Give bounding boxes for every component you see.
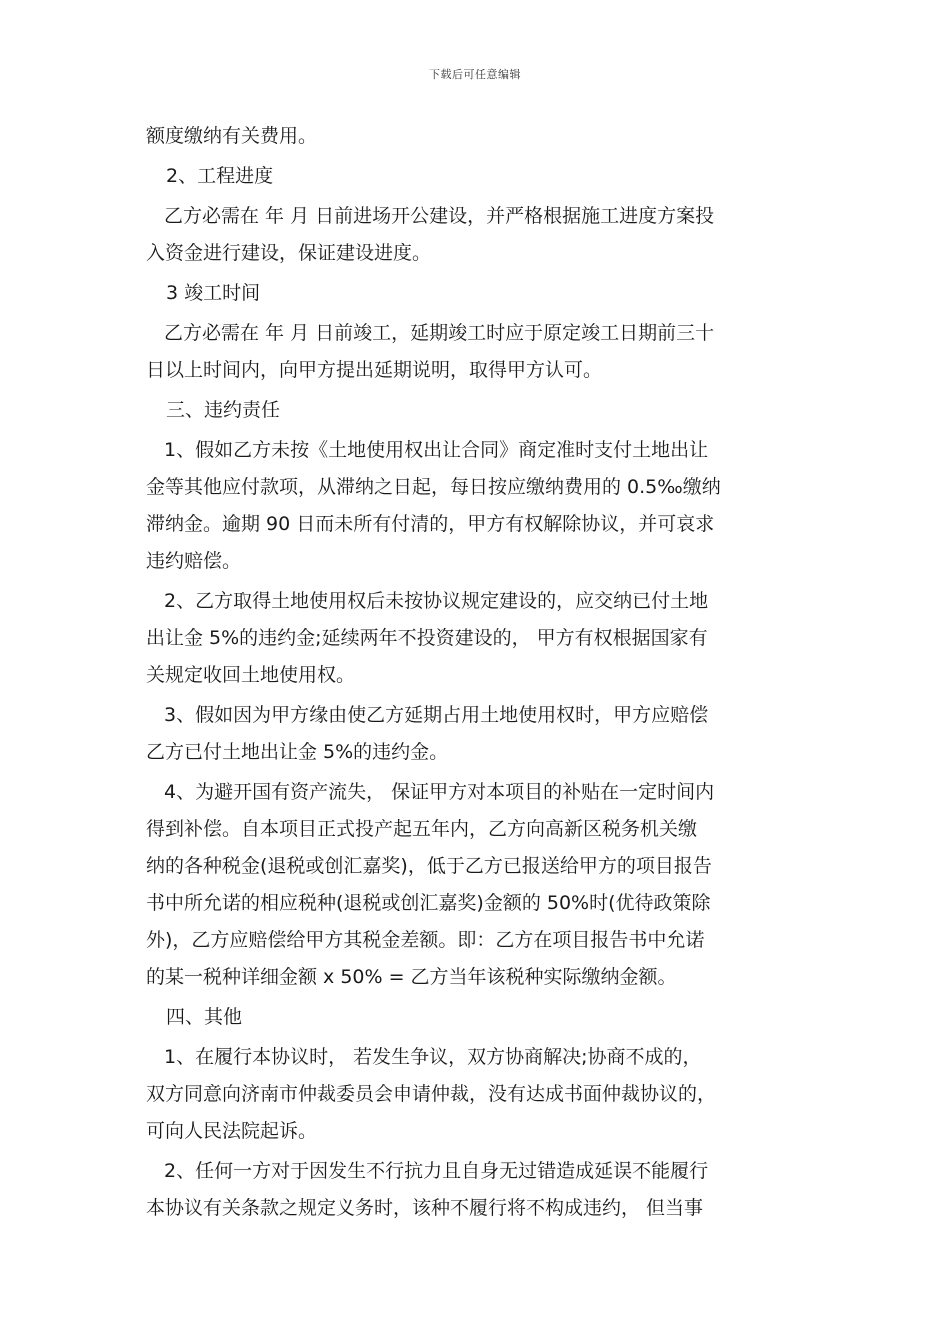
paragraph-liability-3 (146, 697, 814, 771)
text-line: 纳的各种税金(退税或创汇嘉奖)，低于乙方已报送给甲方的项目报告 (146, 855, 712, 877)
text-line: 1、假如乙方未按《土地使用权出让合同》商定准时支付土地出让 (164, 439, 709, 461)
paragraph-liability-2 (146, 583, 814, 694)
paragraph-liability-4 (146, 774, 814, 996)
text-line: 乙方必需在 年 月 日前进场开公建设，并严格根据施工进度方案投 (164, 205, 715, 227)
text-line: 2、任何一方对于因发生不行抗力且自身无过错造成延误不能履行 (164, 1160, 709, 1182)
heading-completion-time (146, 275, 814, 312)
text-line: 书中所允诺的相应税种(退税或创汇嘉奖)金额的 50%时(优待政策除 (146, 892, 711, 914)
text-line: 额度缴纳有关费用。 (146, 125, 318, 147)
document-body (146, 118, 814, 1227)
text-line: 4、为避开国有资产流失， 保证甲方对本项目的补贴在一定时间内 (164, 781, 715, 803)
heading-construction-progress (146, 158, 814, 195)
heading-other (146, 999, 814, 1036)
text-line: 1、在履行本协议时， 若发生争议，双方协商解决;协商不成的， (164, 1046, 702, 1068)
text-line: 可向人民法院起诉。 (146, 1120, 318, 1142)
heading-breach-liability (146, 392, 814, 429)
text-line: 出让金 5%的违约金;延续两年不投资建设的， 甲方有权根据国家有 (146, 627, 708, 649)
text-line: 乙方必需在 年 月 日前竣工，延期竣工时应于原定竣工日期前三十 (164, 322, 715, 344)
text-line: 乙方已付土地出让金 5%的违约金。 (146, 741, 449, 763)
paragraph-construction-progress (146, 198, 814, 272)
text-line: 双方同意向济南市仲裁委员会申请仲裁，没有达成书面仲裁协议的， (146, 1083, 717, 1105)
paragraph-other-1 (146, 1039, 814, 1150)
text-line: 日以上时间内，向甲方提出延期说明，取得甲方认可。 (146, 359, 603, 381)
text-line: 金等其他应付款项，从滞纳之日起，每日按应缴纳费用的 0.5‰缴纳 (146, 476, 721, 498)
text-line: 本协议有关条款之规定义务时，该种不履行将不构成违约， 但当事 (146, 1197, 704, 1219)
text-line: 2、乙方取得土地使用权后未按协议规定建设的，应交纳已付土地 (164, 590, 709, 612)
text-line: 四、其他 (166, 1006, 243, 1028)
text-line: 的某一税种详细金额 x 50% = 乙方当年该税种实际缴纳金额。 (146, 966, 677, 988)
text-line: 2、工程进度 (166, 165, 274, 187)
page-header: 下载后可任意编辑 (429, 68, 521, 81)
text-line: 外)，乙方应赔偿给甲方其税金差额。即：乙方在项目报告书中允诺 (146, 929, 705, 951)
paragraph-completion-time (146, 315, 814, 389)
text-line: 关规定收回土地使用权。 (146, 664, 356, 686)
text-line: 三、违约责任 (166, 399, 281, 421)
text-line: 滞纳金。逾期 90 日而未所有付清的，甲方有权解除协议，并可哀求 (146, 513, 715, 535)
text-line: 违约赔偿。 (146, 550, 242, 572)
text-line: 3 竣工时间 (166, 282, 261, 304)
paragraph-liability-1 (146, 432, 814, 580)
text-line: 入资金进行建设，保证建设进度。 (146, 242, 432, 264)
text-line: 3、假如因为甲方缘由使乙方延期占用土地使用权时，甲方应赔偿 (164, 704, 709, 726)
paragraph-fee-continuation (146, 118, 814, 155)
text-line: 得到补偿。自本项目正式投产起五年内，乙方向高新区税务机关缴 (146, 818, 698, 840)
paragraph-other-2 (146, 1153, 814, 1227)
